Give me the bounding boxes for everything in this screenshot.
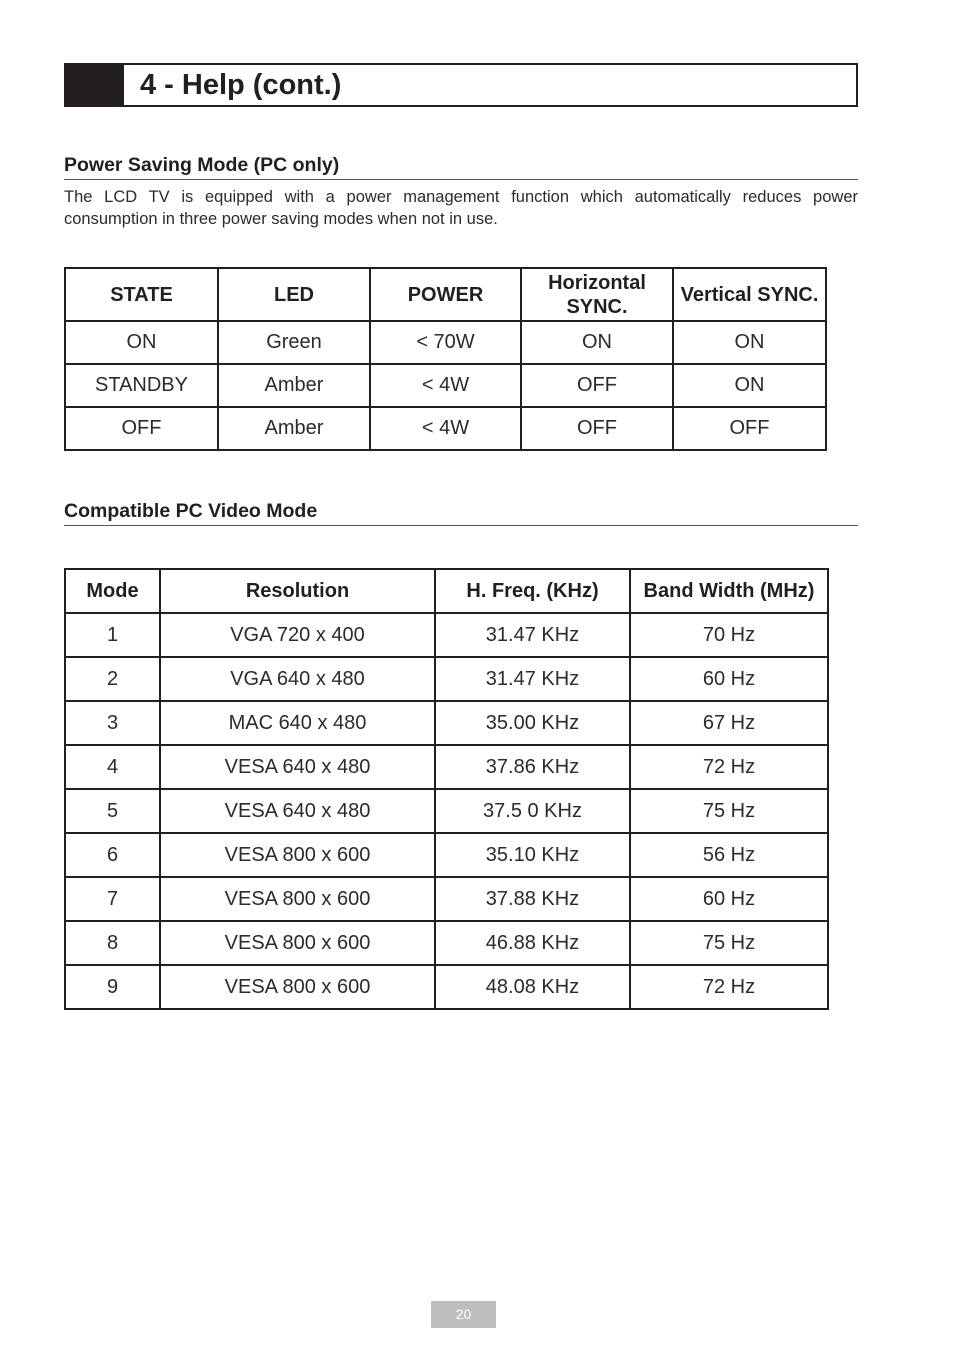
table-cell: VESA 640 x 480 (160, 745, 435, 789)
table-cell: 67 Hz (630, 701, 828, 745)
power-saving-table (64, 267, 827, 451)
table-header-row (65, 268, 826, 321)
table-cell: VESA 800 x 600 (160, 833, 435, 877)
table-row (65, 364, 826, 407)
table-cell: 31.47 KHz (435, 657, 630, 701)
table-cell: 72 Hz (630, 745, 828, 789)
table-row (65, 657, 828, 701)
table-cell: OFF (521, 407, 673, 450)
table-cell: < 4W (370, 407, 521, 450)
table-cell: 46.88 KHz (435, 921, 630, 965)
table-cell: VESA 800 x 600 (160, 921, 435, 965)
table-cell: 70 Hz (630, 613, 828, 657)
video-mode-heading: Compatible PC Video Mode (64, 500, 858, 526)
column-header: H. Freq. (KHz) (435, 569, 630, 613)
column-header: STATE (65, 268, 218, 321)
column-header: Vertical SYNC. (673, 268, 826, 321)
video-mode-table (64, 568, 829, 1010)
table-cell: OFF (521, 364, 673, 407)
table-cell: VESA 800 x 600 (160, 877, 435, 921)
column-header: Mode (65, 569, 160, 613)
column-header: Resolution (160, 569, 435, 613)
power-saving-heading: Power Saving Mode (PC only) (64, 154, 858, 180)
table-cell: 6 (65, 833, 160, 877)
table-cell: VGA 640 x 480 (160, 657, 435, 701)
table-row (65, 921, 828, 965)
table-cell: 4 (65, 745, 160, 789)
table-cell: 3 (65, 701, 160, 745)
table-cell: OFF (673, 407, 826, 450)
table-cell: 60 Hz (630, 877, 828, 921)
table-cell: 60 Hz (630, 657, 828, 701)
table-row (65, 701, 828, 745)
table-cell: ON (65, 321, 218, 364)
table-cell: 7 (65, 877, 160, 921)
column-header: Band Width (MHz) (630, 569, 828, 613)
table-cell: 5 (65, 789, 160, 833)
table-cell: 37.88 KHz (435, 877, 630, 921)
table-cell: VESA 640 x 480 (160, 789, 435, 833)
table-cell: 56 Hz (630, 833, 828, 877)
table-cell: MAC 640 x 480 (160, 701, 435, 745)
table-row (65, 789, 828, 833)
table-cell: 75 Hz (630, 921, 828, 965)
table-cell: ON (673, 321, 826, 364)
table-cell: Amber (218, 407, 370, 450)
page-title: 4 - Help (cont.) (140, 69, 342, 101)
table-row (65, 965, 828, 1009)
table-cell: VESA 800 x 600 (160, 965, 435, 1009)
column-header: POWER (370, 268, 521, 321)
table-cell: Green (218, 321, 370, 364)
table-cell: < 70W (370, 321, 521, 364)
power-saving-description: The LCD TV is equipped with a power management function which automatically reduces power consumption in three power saving modes when not in use. (64, 188, 858, 228)
table-cell: 2 (65, 657, 160, 701)
table-cell: 37.86 KHz (435, 745, 630, 789)
table-cell: 35.10 KHz (435, 833, 630, 877)
table-row (65, 407, 826, 450)
table-cell: 75 Hz (630, 789, 828, 833)
table-row (65, 321, 826, 364)
table-cell: VGA 720 x 400 (160, 613, 435, 657)
table-row (65, 745, 828, 789)
table-row (65, 833, 828, 877)
table-cell: 31.47 KHz (435, 613, 630, 657)
page-number: 20 (431, 1301, 496, 1328)
table-cell: 35.00 KHz (435, 701, 630, 745)
table-cell: 9 (65, 965, 160, 1009)
table-cell: Amber (218, 364, 370, 407)
table-cell: OFF (65, 407, 218, 450)
table-cell: STANDBY (65, 364, 218, 407)
table-row (65, 877, 828, 921)
chapter-header (64, 63, 858, 107)
table-cell: 37.5 0 KHz (435, 789, 630, 833)
table-cell: < 4W (370, 364, 521, 407)
table-cell: 1 (65, 613, 160, 657)
header-marker (66, 65, 124, 105)
table-cell: ON (521, 321, 673, 364)
column-header: LED (218, 268, 370, 321)
column-header: Horizontal SYNC. (521, 268, 673, 321)
table-cell: 72 Hz (630, 965, 828, 1009)
table-cell: 8 (65, 921, 160, 965)
table-header-row (65, 569, 828, 613)
table-cell: 48.08 KHz (435, 965, 630, 1009)
table-cell: ON (673, 364, 826, 407)
table-row (65, 613, 828, 657)
